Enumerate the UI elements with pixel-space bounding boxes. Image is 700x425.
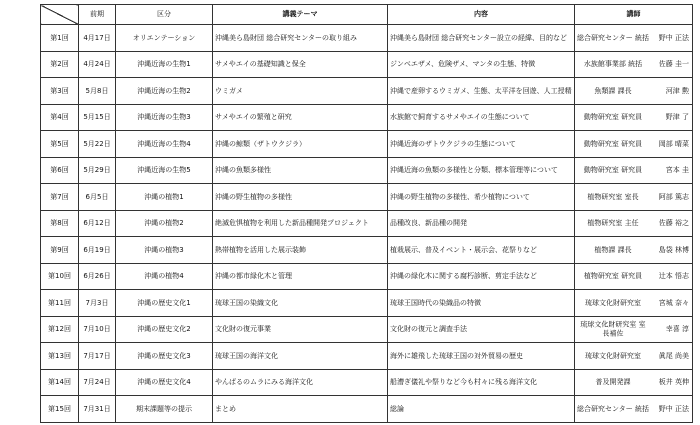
theme-cell: 熱帯植物を活用した展示装飾: [213, 237, 388, 264]
theme-cell: サメやエイの繁殖と研究: [213, 104, 388, 131]
theme-cell: 沖縄の鯨類（ザトウクジラ）: [213, 131, 388, 158]
lecturer-name: 野中 正法: [658, 404, 689, 413]
lecturer-name: 辻本 悟志: [658, 272, 689, 281]
lecturer-name: 阿部 篤志: [658, 192, 689, 201]
content-cell: 琉球王国時代の染織品の特徴: [388, 290, 575, 317]
date-cell: 4月24日: [79, 51, 116, 78]
table-row: [41, 184, 693, 211]
content-cell: 水族館で飼育するサメやエイの生態について: [388, 104, 575, 131]
lecturer-name: 野中 正法: [658, 33, 689, 42]
lecturer-affiliation: 植物課 課長: [594, 245, 632, 254]
lecturer-cell: [575, 396, 693, 423]
table-row: [41, 157, 693, 184]
date-cell: 7月17日: [79, 343, 116, 370]
theme-cell: まとめ: [213, 396, 388, 423]
date-cell: 5月8日: [79, 78, 116, 105]
lecturer-affiliation: 植物研究室 室長: [587, 192, 639, 201]
date-cell: 7月3日: [79, 290, 116, 317]
table-row: [41, 369, 693, 396]
session-number-cell: 第4回: [41, 104, 79, 131]
category-cell: 沖縄近海の生物4: [116, 131, 213, 158]
session-number-cell: 第12回: [41, 316, 79, 343]
lecturer-name: 岡部 晴菜: [658, 139, 689, 148]
table-row: [41, 131, 693, 158]
session-number-cell: 第15回: [41, 396, 79, 423]
table-row: [41, 51, 693, 78]
lecturer-cell: [575, 210, 693, 237]
table-row: [41, 210, 693, 237]
content-cell: 品種改良、新品種の開発: [388, 210, 575, 237]
lecturer-cell: [575, 369, 693, 396]
session-number-cell: 第2回: [41, 51, 79, 78]
category-cell: 沖縄の植物1: [116, 184, 213, 211]
lecturer-name: 佐藤 裕之: [658, 219, 689, 228]
table-row: [41, 343, 693, 370]
theme-cell: 文化財の復元事業: [213, 316, 388, 343]
header-category: 区分: [116, 5, 213, 25]
lecturer-affiliation: 動物研究室 研究員: [583, 139, 643, 148]
lecturer-affiliation: 魚類課 課長: [594, 86, 632, 95]
category-cell: 沖縄近海の生物3: [116, 104, 213, 131]
category-cell: 沖縄の歴史文化3: [116, 343, 213, 370]
content-cell: 沖縄の緑化木に関する腐朽診断、剪定手法など: [388, 263, 575, 290]
content-cell: 沖縄美ら島財団 総合研究センター設立の経緯、目的など: [388, 25, 575, 52]
content-cell: 海外に雄飛した琉球王国の対外貿易の歴史: [388, 343, 575, 370]
date-cell: 6月12日: [79, 210, 116, 237]
date-cell: 6月19日: [79, 237, 116, 264]
date-cell: 7月24日: [79, 369, 116, 396]
category-cell: 期末課題等の提示: [116, 396, 213, 423]
lecturer-cell: [575, 51, 693, 78]
lecturer-cell: [575, 237, 693, 264]
session-number-cell: 第14回: [41, 369, 79, 396]
lecturer-name: 眞尾 尚美: [658, 351, 689, 360]
header-lecturer: 講師: [575, 5, 693, 25]
theme-cell: 沖縄の魚類多様性: [213, 157, 388, 184]
content-cell: 沖縄で産卵するウミガメ、生態、太平洋を回遊、人工授精: [388, 78, 575, 105]
header-corner-cell: [41, 5, 79, 25]
content-cell: 沖縄近海の魚類の多様性と分類、標本管理等について: [388, 157, 575, 184]
session-number-cell: 第8回: [41, 210, 79, 237]
date-cell: 6月5日: [79, 184, 116, 211]
table-row: [41, 263, 693, 290]
lecturer-cell: [575, 25, 693, 52]
table-header-row: [41, 5, 693, 25]
table-body: [41, 25, 693, 423]
lecturer-name: 宮本 圭: [665, 166, 689, 175]
session-number-cell: 第13回: [41, 343, 79, 370]
session-number-cell: 第11回: [41, 290, 79, 317]
date-cell: 5月29日: [79, 157, 116, 184]
table-row: [41, 316, 693, 343]
lecturer-affiliation: 琉球文化財研究室: [585, 351, 641, 360]
lecturer-affiliation: 動物研究室 研究員: [583, 166, 643, 175]
lecturer-affiliation: 動物研究室 研究員: [583, 113, 643, 122]
lecturer-name: 河津 勲: [665, 86, 689, 95]
lecturer-affiliation: 総合研究センター 統括: [577, 33, 649, 42]
content-cell: 沖縄近海のザトウクジラの生態について: [388, 131, 575, 158]
date-cell: 6月26日: [79, 263, 116, 290]
category-cell: 沖縄の植物4: [116, 263, 213, 290]
table-row: [41, 78, 693, 105]
content-cell: 沖縄の野生植物の多様性、希少植物について: [388, 184, 575, 211]
theme-cell: やんばるのムラにみる海洋文化: [213, 369, 388, 396]
lecturer-name: 宮城 奈々: [658, 298, 689, 307]
lecture-schedule-table: [40, 4, 693, 423]
lecturer-affiliation: 植物研究室 主任: [587, 219, 639, 228]
session-number-cell: 第7回: [41, 184, 79, 211]
theme-cell: ウミガメ: [213, 78, 388, 105]
table-row: [41, 104, 693, 131]
session-number-cell: 第9回: [41, 237, 79, 264]
lecturer-cell: [575, 131, 693, 158]
theme-cell: 沖縄美ら島財団 総合研究センターの取り組み: [213, 25, 388, 52]
table-row: [41, 237, 693, 264]
theme-cell: 琉球王国の海洋文化: [213, 343, 388, 370]
lecturer-affiliation: 総合研究センター 統括: [577, 404, 649, 413]
theme-cell: サメやエイの基礎知識と保全: [213, 51, 388, 78]
table-row: [41, 396, 693, 423]
lecturer-name: 幸喜 淳: [665, 325, 689, 334]
lecturer-cell: [575, 343, 693, 370]
lecturer-affiliation: 琉球文化財研究室 室長補佐: [580, 320, 646, 338]
table-row: [41, 290, 693, 317]
session-number-cell: 第10回: [41, 263, 79, 290]
category-cell: 沖縄の歴史文化1: [116, 290, 213, 317]
lecturer-name: 佐藤 圭一: [658, 60, 689, 69]
lecturer-name: 島袋 林博: [658, 245, 689, 254]
lecturer-affiliation: 植物研究室 研究員: [583, 272, 643, 281]
lecturer-cell: [575, 157, 693, 184]
content-cell: ジンベエザメ、危険ザメ、マンタの生態、特徴: [388, 51, 575, 78]
category-cell: 沖縄近海の生物1: [116, 51, 213, 78]
session-number-cell: 第6回: [41, 157, 79, 184]
session-number-cell: 第1回: [41, 25, 79, 52]
lecturer-affiliation: 普及開発課: [595, 378, 631, 387]
content-cell: 総論: [388, 396, 575, 423]
content-cell: 植栽展示、普及イベント・展示会、花祭りなど: [388, 237, 575, 264]
theme-cell: 沖縄の野生植物の多様性: [213, 184, 388, 211]
theme-cell: 沖縄の都市緑化木と管理: [213, 263, 388, 290]
theme-cell: 絶滅危惧植物を利用した新品種開発プロジェクト: [213, 210, 388, 237]
category-cell: オリエンテーション: [116, 25, 213, 52]
lecturer-cell: [575, 263, 693, 290]
header-content: 内容: [388, 5, 575, 25]
lecturer-name: 野津 了: [665, 113, 689, 122]
date-cell: 7月31日: [79, 396, 116, 423]
theme-cell: 琉球王国の染織文化: [213, 290, 388, 317]
category-cell: 沖縄の歴史文化2: [116, 316, 213, 343]
content-cell: 文化財の復元と調査手法: [388, 316, 575, 343]
lecturer-cell: [575, 290, 693, 317]
category-cell: 沖縄近海の生物5: [116, 157, 213, 184]
session-number-cell: 第3回: [41, 78, 79, 105]
lecturer-cell: [575, 104, 693, 131]
date-cell: 4月17日: [79, 25, 116, 52]
date-cell: 5月22日: [79, 131, 116, 158]
header-theme: 講義テーマ: [213, 5, 388, 25]
lecturer-cell: [575, 184, 693, 211]
lecturer-affiliation: 琉球文化財研究室: [585, 298, 641, 307]
session-number-cell: 第5回: [41, 131, 79, 158]
date-cell: 7月10日: [79, 316, 116, 343]
content-cell: 船漕ぎ儀礼や祭りなど今も村々に残る海洋文化: [388, 369, 575, 396]
table-row: [41, 25, 693, 52]
category-cell: 沖縄近海の生物2: [116, 78, 213, 105]
lecturer-name: 板井 英伸: [658, 378, 689, 387]
lecturer-affiliation: 水族館事業部 統括: [583, 60, 643, 69]
category-cell: 沖縄の植物2: [116, 210, 213, 237]
lecturer-cell: [575, 78, 693, 105]
header-date: 前期: [79, 5, 116, 25]
date-cell: 5月15日: [79, 104, 116, 131]
category-cell: 沖縄の植物3: [116, 237, 213, 264]
category-cell: 沖縄の歴史文化4: [116, 369, 213, 396]
lecturer-cell: [575, 316, 693, 343]
